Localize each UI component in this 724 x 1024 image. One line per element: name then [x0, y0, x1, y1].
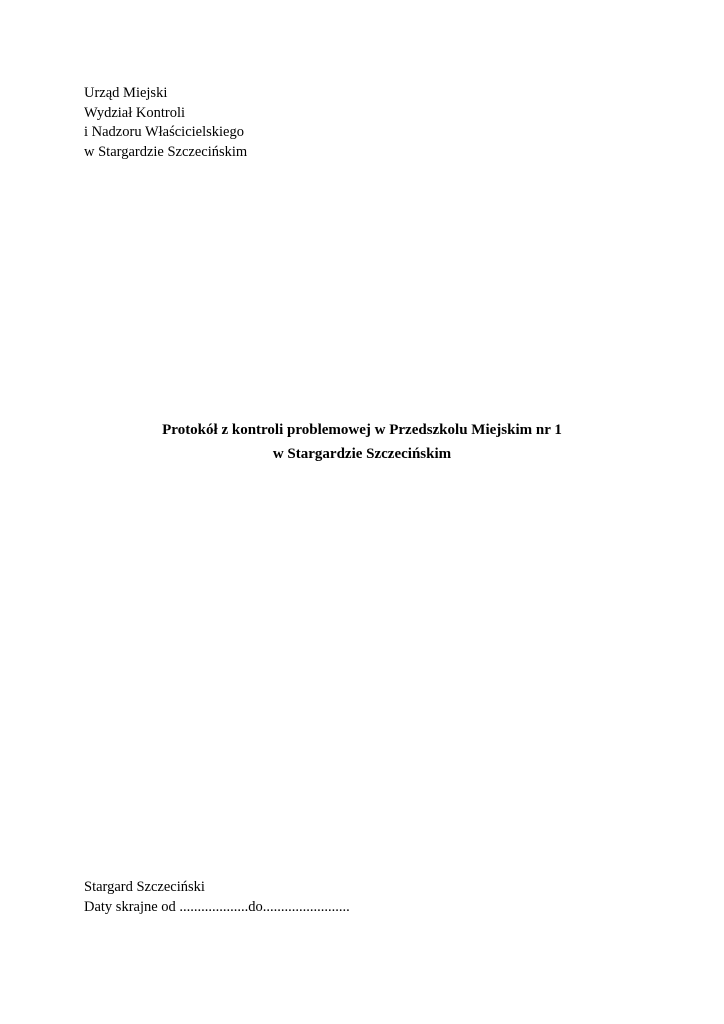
document-footer: [84, 878, 350, 917]
footer-place: Stargard Szczeciński: [84, 879, 205, 895]
title-line-2: w Stargardzie Szczecińskim: [272, 446, 452, 462]
footer-date-range: Daty skrajne od ...................do........................: [84, 898, 350, 915]
header-line-3: i Nadzoru Właścicielskiego: [84, 124, 244, 140]
header-line-2: Wydział Kontroli: [84, 104, 186, 121]
title-line-1: Protokół z kontroli problemowej w Przedszkolu Miejskim nr 1: [162, 422, 562, 438]
document-title: [84, 418, 640, 466]
issuing-office-header: [84, 84, 247, 162]
header-line-4: w Stargardzie Szczecińskim: [84, 143, 248, 160]
header-line-1: Urząd Miejski: [84, 85, 168, 101]
